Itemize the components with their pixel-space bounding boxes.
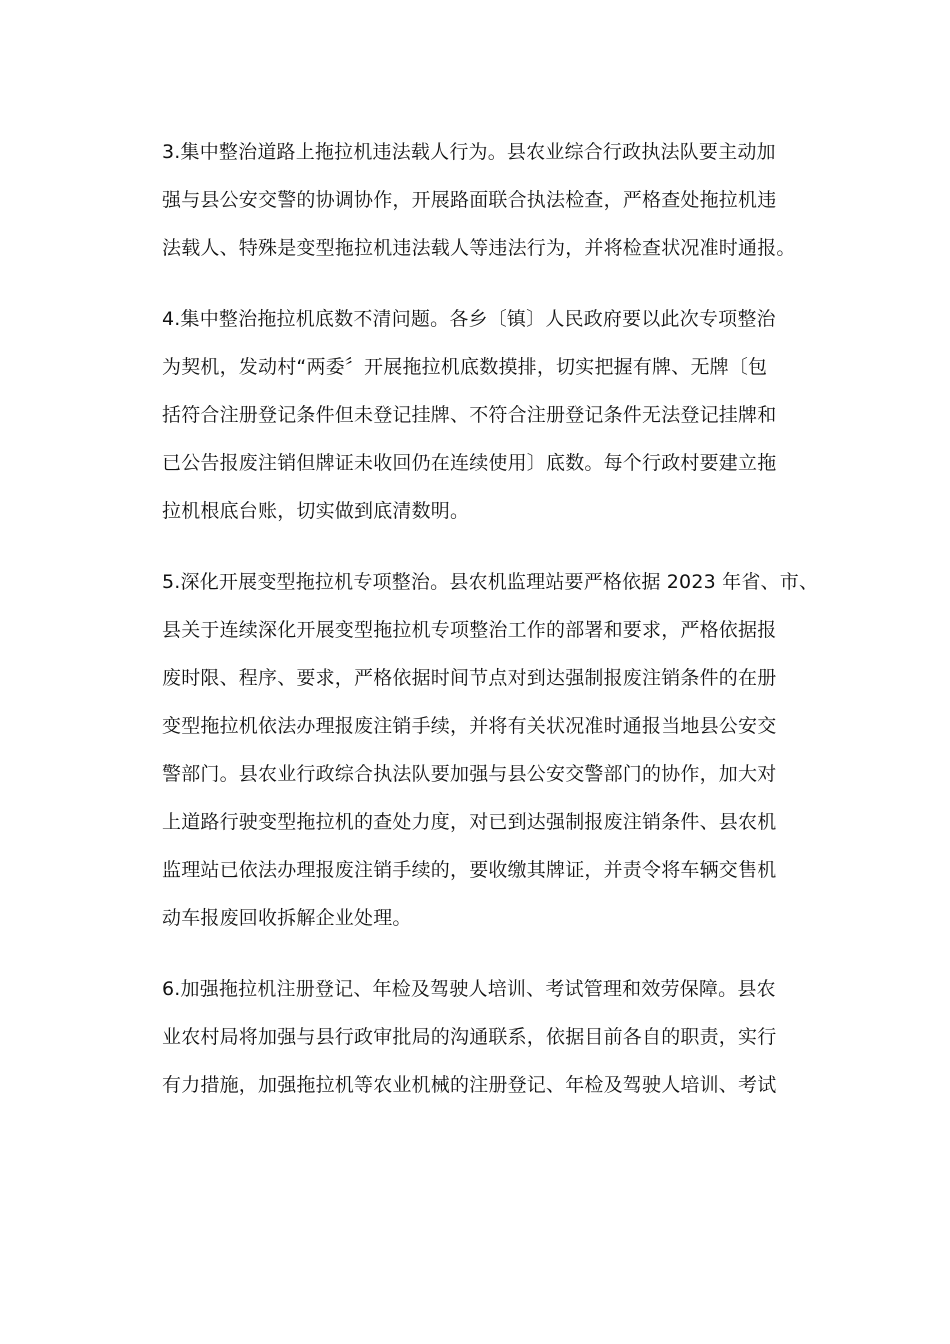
paragraph-item-3: [162, 128, 802, 272]
text-line: 废时限、程序、要求，严格依据时间节点对到达强制报废注销条件的在册: [162, 667, 777, 689]
text-line: 3.集中整治道路上拖拉机违法载人行为。县农业综合行政执法队要主动加: [162, 141, 776, 163]
text-line: 监理站已依法办理报废注销手续的，要收缴其牌证，并责令将车辆交售机: [162, 859, 777, 881]
text-line: 5.深化开展变型拖拉机专项整治。县农机监理站要严格依据 2023 年省、市、: [162, 571, 819, 593]
text-line: 有力措施，加强拖拉机等农业机械的注册登记、年检及驾驶人培训、考试: [162, 1074, 777, 1096]
text-line: 括符合注册登记条件但未登记挂牌、不符合注册登记条件无法登记挂牌和: [162, 404, 777, 426]
paragraph-item-6: [162, 965, 802, 1109]
text-line: 拉机根底台账，切实做到底清数明。: [162, 500, 470, 522]
text-line: 4.集中整治拖拉机底数不清问题。各乡〔镇〕人民政府要以此次专项整治: [162, 308, 776, 330]
text-line: 为契机，发动村“两委〞开展拖拉机底数摸排，切实把握有牌、无牌〔包: [162, 356, 768, 378]
text-line: 法载人、特殊是变型拖拉机违法载人等违法行为，并将检查状况准时通报。: [162, 237, 796, 259]
paragraph-item-4: [162, 295, 802, 535]
text-line: 变型拖拉机依法办理报废注销手续，并将有关状况准时通报当地县公安交: [162, 715, 777, 737]
paragraph-item-5: [162, 558, 819, 942]
text-line: 警部门。县农业行政综合执法队要加强与县公安交警部门的协作，加大对: [162, 763, 777, 785]
text-line: 动车报废回收拆解企业处理。: [162, 907, 412, 929]
text-line: 业农村局将加强与县行政审批局的沟通联系，依据目前各自的职责，实行: [162, 1026, 777, 1048]
text-line: 6.加强拖拉机注册登记、年检及驾驶人培训、考试管理和效劳保障。县农: [162, 978, 776, 1000]
text-line: 上道路行驶变型拖拉机的查处力度，对已到达强制报废注销条件、县农机: [162, 811, 777, 833]
document-body: [162, 128, 819, 1132]
text-line: 强与县公安交警的协调协作，开展路面联合执法检查，严格查处拖拉机违: [162, 189, 777, 211]
text-line: 县关于连续深化开展变型拖拉机专项整治工作的部署和要求，严格依据报: [162, 619, 777, 641]
text-line: 已公告报废注销但牌证未收回仍在连续使用〕底数。每个行政村要建立拖: [162, 452, 777, 474]
